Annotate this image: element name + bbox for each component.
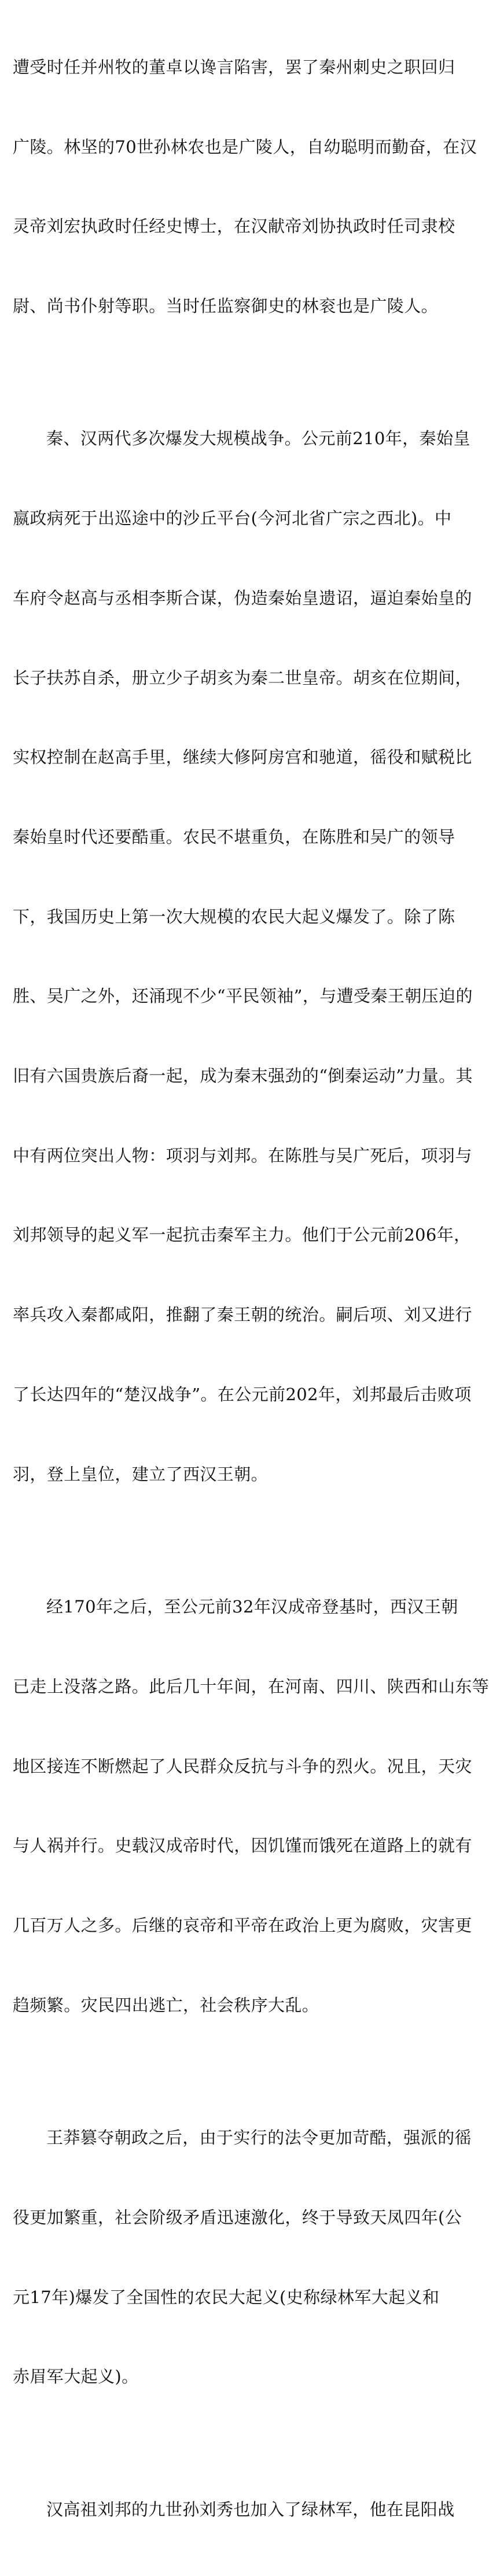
text-line: 王莽篡夺朝政之后，由于实行的法令更加苛酷，强派的徭: [46, 2128, 472, 2148]
text-line: 中有两位突出人物：项羽与刘邦。在陈胜与吴广死后，项羽与: [13, 1145, 472, 1165]
text-line: 广陵。林坚的70世孙林农也是广陵人，自幼聪明而勤奋，在汉: [13, 136, 477, 157]
text-line: 羽，登上皇位，建立了西汉王朝。: [13, 1464, 269, 1484]
text-line: 了长达四年的“楚汉战争”。在公元前202年，刘邦最后击败项: [13, 1384, 472, 1404]
text-line: 赤眉军大起义)。: [13, 2367, 139, 2387]
text-line: 与人祸并行。史载汉成帝时代，因饥馑而饿死在道路上的就有: [13, 1836, 472, 1856]
text-line: 秦、汉两代多次爆发大规模战争。公元前210年，秦始皇: [46, 429, 470, 449]
text-line: 长子扶苏自杀，册立少子胡亥为秦二世皇帝。胡亥在位期间，: [13, 667, 472, 688]
paragraph-5: [13, 2444, 454, 2576]
text-line: 趋频繁。灾民四出逃亡，社会秩序大乱。: [13, 1995, 319, 2015]
text-line: 元17年)爆发了全国性的农民大起义(史称绿林军大起义和: [13, 2287, 440, 2307]
text-line: 胜、吴广之外，还涌现不少“平民领袖”，与遭受秦王朝压迫的: [13, 986, 473, 1006]
paragraph-4: [13, 2072, 472, 2444]
document-page: [13, 1, 489, 2576]
text-line: 遭受时任并州牧的董卓以谗言陷害，罢了秦州刺史之职回归: [13, 57, 455, 77]
text-line: 已走上没落之路。此后几十年间，在河南、四川、陕西和山东等: [13, 1676, 489, 1696]
text-line: 秦始皇时代还要酷重。农民不堪重负，在陈胜和吴广的领导: [13, 826, 455, 847]
text-line: 车府令赵高与丞相李斯合谋，伪造秦始皇遗诏，逼迫秦始皇的: [13, 588, 472, 608]
text-line: 实权控制在赵高手里，继续大修阿房宫和驰道，徭役和赋税比: [13, 747, 472, 767]
text-line: 地区接连不断燃起了人民群众反抗与斗争的烈火。况且，天灾: [13, 1756, 472, 1776]
paragraph-3: [13, 1541, 489, 2072]
text-line: 率兵攻入秦都咸阳，推翻了秦王朝的统治。嗣后项、刘又进行: [13, 1305, 472, 1325]
text-line: 旧有六国贵族后裔一起，成为秦末强劲的“倒秦运动”力量。其: [13, 1066, 473, 1086]
text-line: 嬴政病死于出巡途中的沙丘平台(今河北省广宗之西北)。中: [13, 508, 452, 529]
text-line: 经170年之后，至公元前32年汉成帝登基时，西汉王朝: [46, 1597, 458, 1617]
text-line: 下，我国历史上第一次大规模的农民大起义爆发了。除了陈: [13, 906, 455, 927]
text-line: 刘邦领导的起义军一起抗击秦军主力。他们于公元前206年，: [13, 1225, 471, 1245]
text-line: 汉高祖刘邦的九世孙刘秀也加入了绿林军，他在昆阳战: [46, 2499, 455, 2519]
paragraph-2: [13, 373, 473, 1541]
text-line: 几百万人之多。后继的哀帝和平帝在政治上更为腐败，灾害更: [13, 1915, 472, 1935]
text-line: 役更加繁重，社会阶级矛盾迅速激化，终于导致天凤四年(公: [13, 2207, 462, 2227]
text-line: 灵帝刘宏执政时任经史博士，在汉献帝刘协执政时任司隶校: [13, 216, 455, 237]
paragraph-1: [13, 1, 477, 373]
text-line: 尉、尚书仆射等职。当时任监察御史的林衮也是广陵人。: [13, 296, 439, 316]
